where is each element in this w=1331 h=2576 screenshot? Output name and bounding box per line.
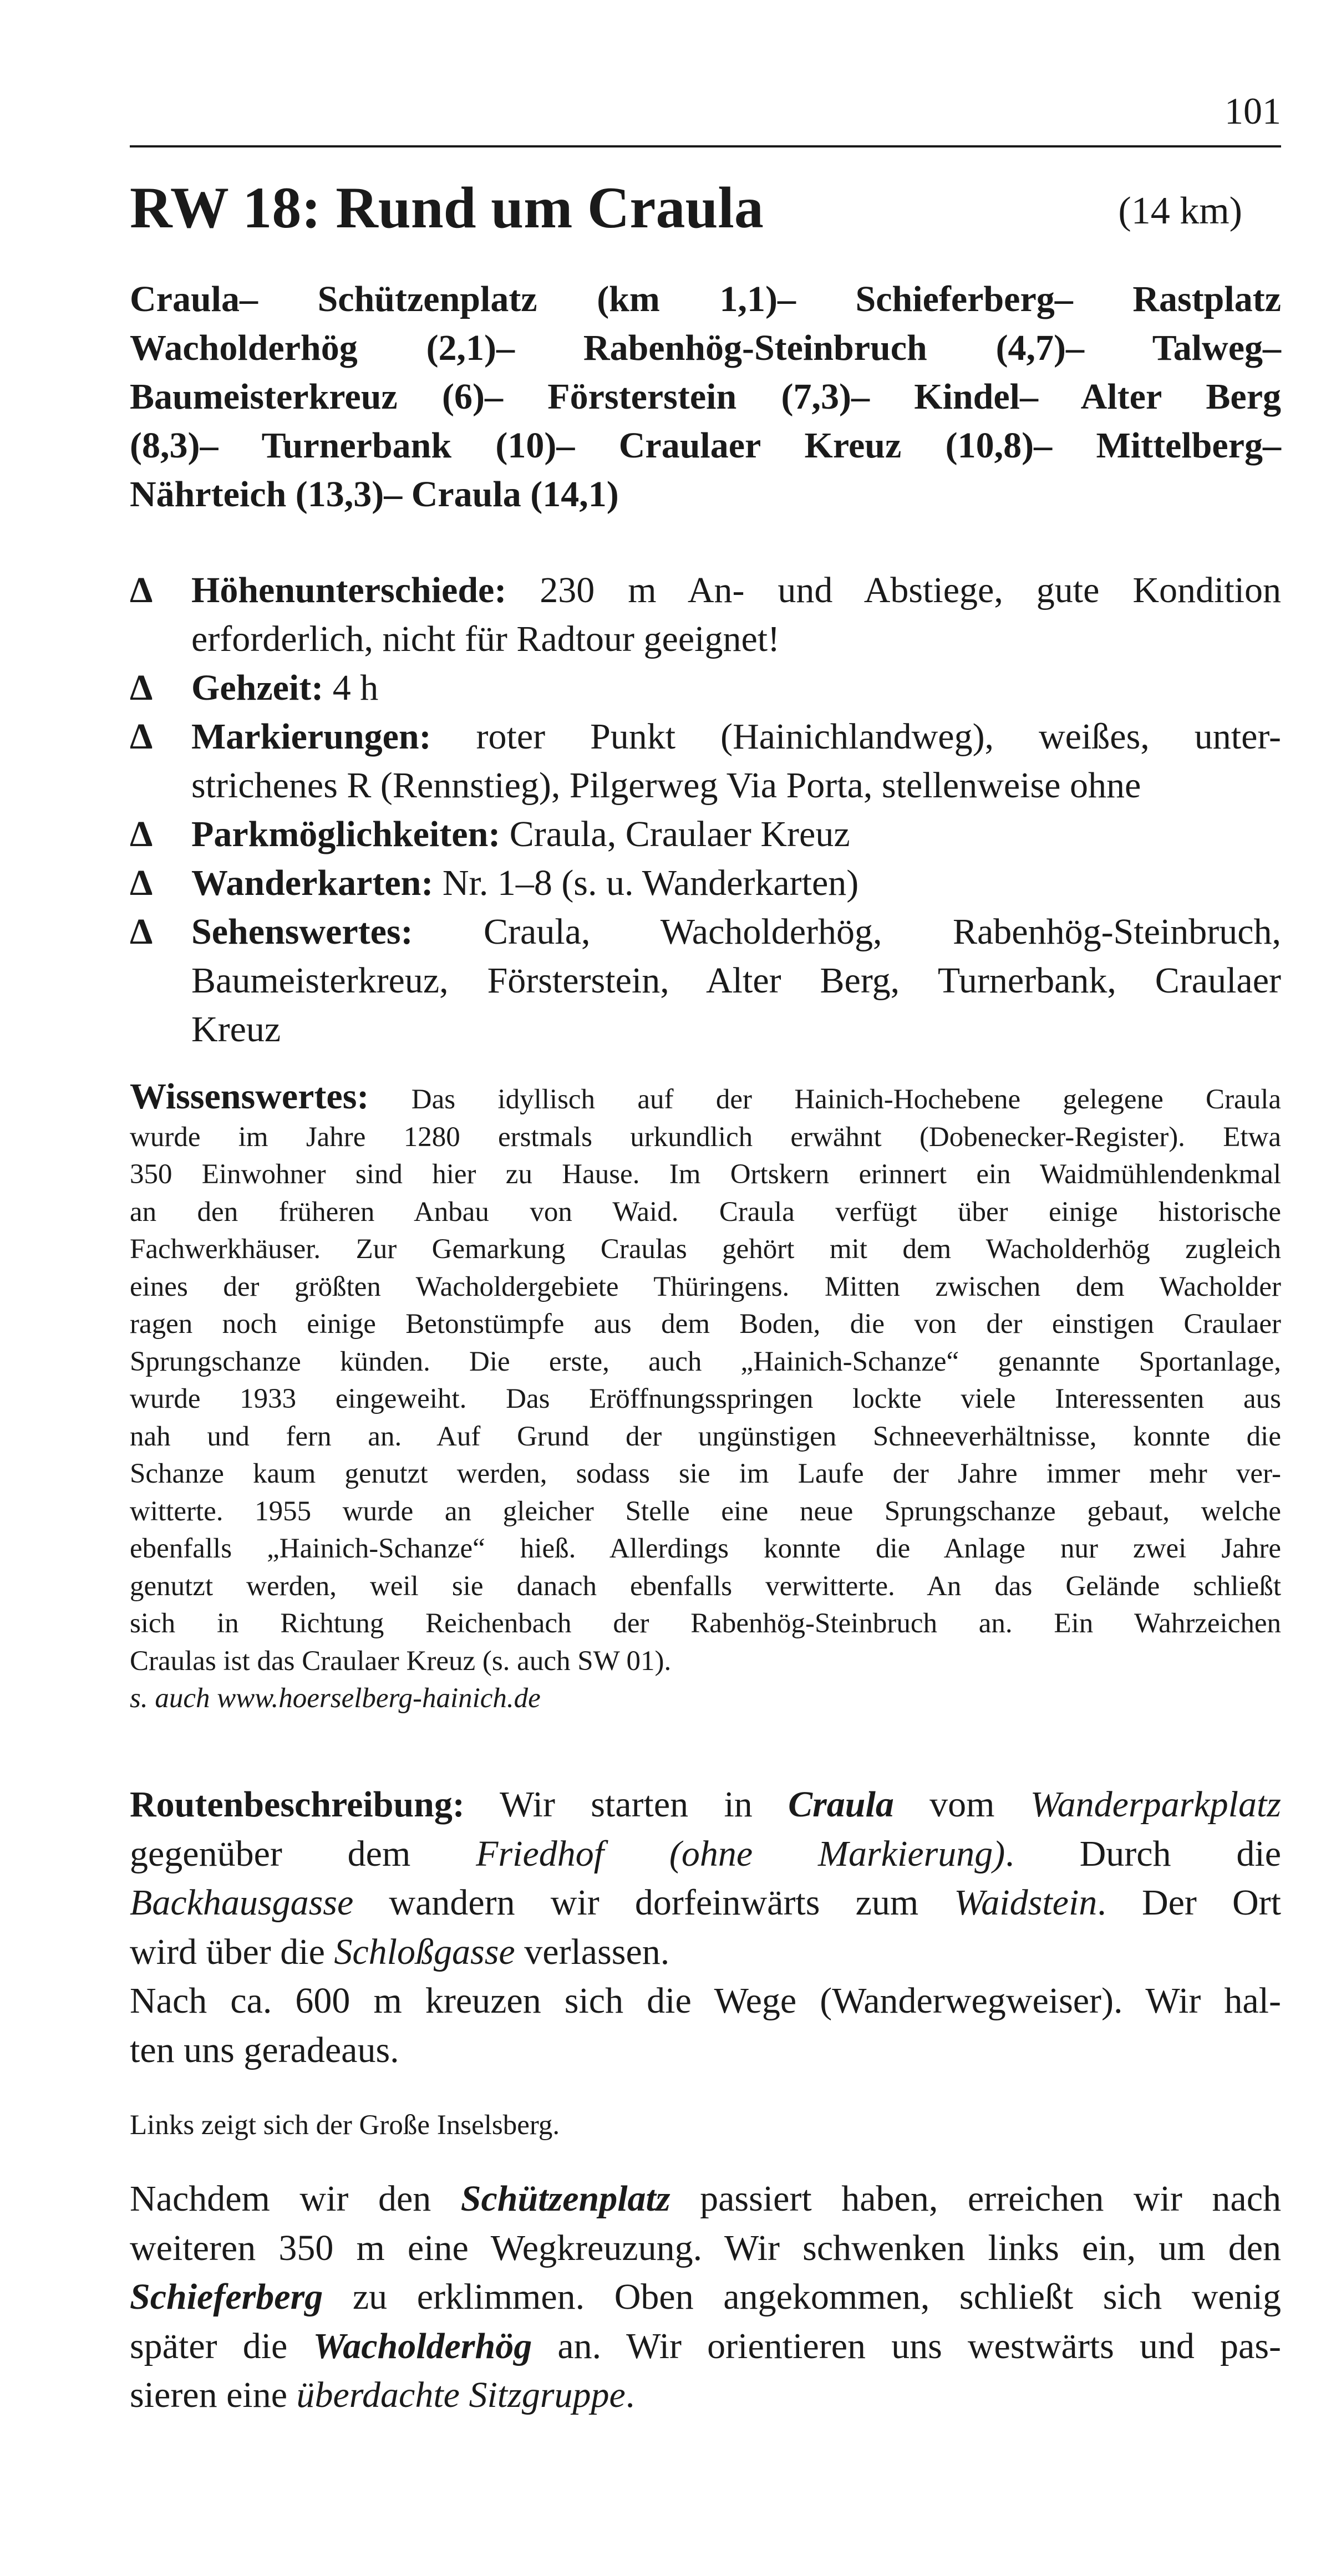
- emphasis-text: Friedhof (ohne Markierung): [476, 1833, 1005, 1874]
- route-summary: [130, 275, 1281, 519]
- emphasis-text: überdachte Sitzgruppe: [296, 2375, 626, 2415]
- text-segment: an. Wir orientieren uns westwärts und pas-: [532, 2325, 1281, 2366]
- text-segment: Das idyllisch auf der Hainich-Hochebene gelegene Craula: [369, 1084, 1281, 1115]
- text-line: [130, 1306, 1281, 1343]
- text-segment: ten uns geradeaus.: [130, 2029, 399, 2070]
- text-line: [130, 1418, 1281, 1456]
- delta-bullet-icon: Δ: [130, 912, 153, 952]
- text-line: [130, 2322, 1281, 2371]
- facts-list: [130, 566, 1281, 1054]
- text-segment: (8,3)– Turnerbank (10)– Craulaer Kreuz (10,8)– Mittelberg–: [130, 425, 1281, 466]
- text-segment: roter Punkt (Hainichlandweg), weißes, unter-: [431, 716, 1281, 757]
- fact-item: [130, 859, 1281, 908]
- text-segment: 4 h: [323, 668, 379, 708]
- text-line: [130, 2273, 1281, 2322]
- emphasis-text: Craula: [788, 1784, 894, 1825]
- text-line: [130, 1680, 1281, 1718]
- page-number: 101: [1225, 90, 1281, 132]
- text-segment: Kreuz: [191, 1009, 281, 1050]
- emphasis-text: Wacholderhög: [313, 2325, 532, 2366]
- text-line: [130, 1231, 1281, 1269]
- text-segment: Nr. 1–8 (s. u. Wanderkarten): [433, 863, 859, 903]
- text-line: [191, 761, 1281, 810]
- text-segment: an den früheren Anbau von Waid. Craula verfügt über einige historische: [130, 1196, 1281, 1228]
- text-line: [130, 1156, 1281, 1194]
- text-line: [130, 1643, 1281, 1681]
- text-line: [191, 664, 1281, 712]
- text-segment: Fachwerkhäuser. Zur Gemarkung Craulas gehört mit dem Wacholderhög zugleich: [130, 1234, 1281, 1265]
- text-line: [191, 810, 1281, 859]
- text-line: [130, 1493, 1281, 1531]
- text-segment: Sprungschanze künden. Die erste, auch „Hainich-Schanze“ genannte Sportanlage,: [130, 1346, 1281, 1377]
- text-segment: weiteren 350 m eine Wegkreuzung. Wir schwenken links ein, um den: [130, 2227, 1281, 2268]
- text-segment: nah und fern an. Auf Grund der ungünstigen Schneeverhältnisse, konnte die: [130, 1421, 1281, 1452]
- text-line: [130, 373, 1281, 421]
- route-distance: (14 km): [1118, 190, 1242, 232]
- text-segment: . Der Ort: [1097, 1882, 1281, 1923]
- emphasis-text: Waidstein: [954, 1882, 1098, 1923]
- text-segment: Craula, Craulaer Kreuz: [500, 814, 850, 854]
- text-line: [191, 1005, 1281, 1054]
- text-segment: 350 Einwohner sind hier zu Hause. Im Ortskern erinnert ein Waidmühlendenkmal: [130, 1159, 1281, 1190]
- text-segment: ebenfalls „Hainich-Schanze“ hieß. Allerdings konnte die Anlage nur zwei Jahre: [130, 1533, 1281, 1564]
- text-line: [130, 1605, 1281, 1643]
- text-segment: Craula– Schützenplatz (km 1,1)– Schieferberg– Rastplatz: [130, 279, 1281, 319]
- text-line: [130, 1119, 1281, 1157]
- knowledge-section: [130, 1078, 1281, 1718]
- text-segment: wurde im Jahre 1280 erstmals urkundlich erwähnt (Dobenecker-Register). Etwa: [130, 1121, 1281, 1153]
- text-segment: vom: [893, 1784, 1030, 1825]
- bold-label: :: [357, 1076, 369, 1117]
- text-line: [130, 470, 1281, 519]
- emphasis-text: Schützenplatz: [460, 2178, 670, 2219]
- text-segment: strichenes R (Rennstieg), Pilgerweg Via Porta, stellenweise ohne: [191, 765, 1141, 806]
- text-segment: Craula, Wacholderhög, Rabenhög-Steinbruch,: [413, 912, 1281, 952]
- text-segment: .: [625, 2375, 635, 2415]
- text-line: [130, 1381, 1281, 1418]
- text-line: [130, 1269, 1281, 1306]
- text-line: [130, 2224, 1281, 2273]
- emphasis-text: Schloßgasse: [334, 1931, 515, 1972]
- delta-bullet-icon: Δ: [130, 570, 153, 610]
- delta-bullet-icon: Δ: [130, 716, 153, 757]
- fact-item: [130, 810, 1281, 859]
- bold-label: Parkmöglichkeiten:: [191, 814, 501, 854]
- bold-label: Gehzeit:: [191, 668, 324, 708]
- text-line: [191, 566, 1281, 615]
- bold-label: Wanderkarten:: [191, 863, 434, 903]
- text-line: [191, 712, 1281, 761]
- text-line: [130, 2175, 1281, 2224]
- text-line: [130, 324, 1281, 373]
- text-segment: erforderlich, nicht für Radtour geeignet!: [191, 619, 780, 659]
- text-line: [130, 1830, 1281, 1879]
- bold-label: Höhenunterschiede:: [191, 570, 507, 610]
- text-segment: sich in Richtung Reichenbach der Rabenhög-Steinbruch an. Ein Wahrzeichen: [130, 1608, 1281, 1639]
- fact-item: [130, 566, 1281, 664]
- text-segment: Nachdem wir den: [130, 2178, 461, 2219]
- text-line: [130, 2107, 1281, 2144]
- text-segment: gegenüber dem: [130, 1833, 476, 1874]
- text-segment: eines der größten Wacholdergebiete Thüringens. Mitten zwischen dem Wacholder: [130, 1271, 1281, 1302]
- text-line: [130, 421, 1281, 470]
- text-line: [130, 1568, 1281, 1606]
- emphasis-text: s. auch www.hoerselberg-hainich.de: [130, 1683, 541, 1714]
- header-rule: [130, 145, 1281, 147]
- fact-item: [130, 664, 1281, 712]
- text-segment: später die: [130, 2325, 313, 2366]
- text-line: [130, 1977, 1281, 2026]
- text-segment: zu erklimmen. Oben angekommen, schließt sich wenig: [323, 2277, 1281, 2317]
- text-line: [130, 1343, 1281, 1381]
- bold-label: Wissenswertes: [130, 1076, 357, 1117]
- text-segment: wird über die: [130, 1931, 334, 1972]
- text-segment: Links zeigt sich der Große Inselsberg.: [130, 2110, 560, 2141]
- emphasis-text: Schieferberg: [130, 2277, 323, 2317]
- text-segment: wurde 1933 eingeweiht. Das Eröffnungsspringen lockte viele Interessenten aus: [130, 1383, 1281, 1414]
- bold-label: Markierungen:: [191, 716, 431, 757]
- text-segment: sieren eine: [130, 2375, 297, 2415]
- delta-bullet-icon: Δ: [130, 863, 153, 903]
- text-line: [130, 1530, 1281, 1568]
- text-segment: passiert haben, erreichen wir nach: [670, 2178, 1282, 2219]
- text-line: [191, 615, 1281, 664]
- text-line: [191, 908, 1281, 956]
- text-segment: Craulas ist das Craulaer Kreuz (s. auch SW 01).: [130, 1645, 672, 1677]
- route-description: [130, 1780, 1281, 2075]
- text-line: [130, 1078, 1281, 1119]
- text-line: [130, 275, 1281, 324]
- text-segment: witterte. 1955 wurde an gleicher Stelle eine neue Sprungschanze gebaut, welche: [130, 1495, 1281, 1527]
- text-segment: 230 m An- und Abstiege, gute Kondition: [506, 570, 1281, 610]
- text-line: [130, 2026, 1281, 2075]
- text-line: [191, 956, 1281, 1005]
- text-line: [130, 1878, 1281, 1928]
- text-segment: wandern wir dorfeinwärts zum: [353, 1882, 954, 1923]
- text-line: [130, 1928, 1281, 1977]
- text-line: [130, 1194, 1281, 1231]
- text-segment: . Durch die: [1005, 1833, 1281, 1874]
- text-segment: Baumeisterkreuz (6)– Försterstein (7,3)– Kindel– Alter Berg: [130, 376, 1281, 417]
- text-line: [130, 1780, 1281, 1830]
- fact-item: [130, 712, 1281, 810]
- text-segment: Wir starten in: [464, 1784, 789, 1825]
- delta-bullet-icon: Δ: [130, 668, 153, 708]
- fact-item: [130, 908, 1281, 1054]
- text-segment: verlassen.: [515, 1931, 670, 1972]
- bold-label: Sehenswertes:: [191, 912, 413, 952]
- route-description-continued: [130, 2175, 1281, 2420]
- text-segment: Schanze kaum genutzt werden, sodass sie im Laufe der Jahre immer mehr ver-: [130, 1458, 1281, 1489]
- text-segment: Nährteich (13,3)– Craula (14,1): [130, 474, 619, 515]
- page-title: RW 18: Rund um Craula: [130, 175, 764, 240]
- text-line: [130, 2371, 1281, 2420]
- text-line: [191, 859, 1281, 908]
- text-line: [130, 1455, 1281, 1493]
- emphasis-text: Backhausgasse: [130, 1882, 354, 1923]
- side-note: [130, 2107, 1281, 2144]
- text-segment: Baumeisterkreuz, Försterstein, Alter Berg, Turnerbank, Craulaer: [191, 960, 1281, 1001]
- bold-label: Routenbeschreibung:: [130, 1784, 465, 1825]
- text-segment: Wacholderhög (2,1)– Rabenhög-Steinbruch (4,7)– Talweg–: [130, 328, 1281, 368]
- text-segment: ragen noch einige Betonstümpfe aus dem Boden, die von der einstigen Craulaer: [130, 1309, 1281, 1340]
- text-segment: Nach ca. 600 m kreuzen sich die Wege (Wanderwegweiser). Wir hal-: [130, 1981, 1281, 2021]
- text-segment: genutzt werden, weil sie danach ebenfalls verwitterte. An das Gelände schließt: [130, 1570, 1281, 1602]
- emphasis-text: Wanderparkplatz: [1030, 1784, 1281, 1825]
- delta-bullet-icon: Δ: [130, 814, 153, 854]
